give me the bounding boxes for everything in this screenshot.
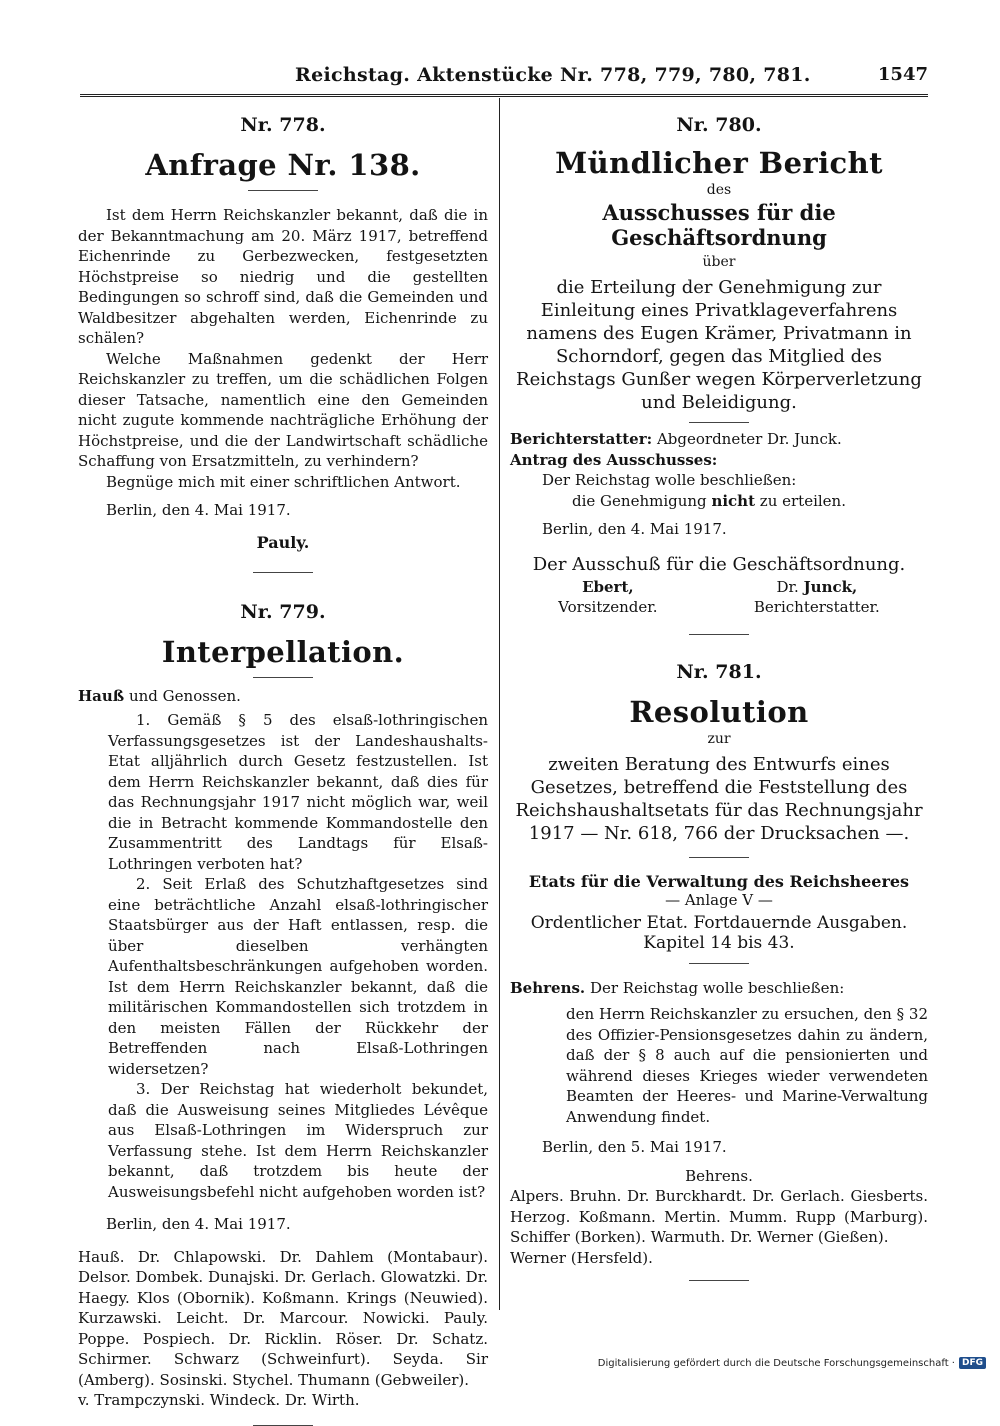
subject: zweiten Beratung des Entwurfs eines Gesetzes, betreffend die Feststellung des Reichshaushaltsetats für das Rechnungsjahr 1917 — Nr. 618, 766 der Drucksachen —. [515, 753, 923, 844]
title-rule [253, 677, 313, 678]
page-number: 1547 [877, 64, 928, 85]
reporter-signature [754, 577, 880, 598]
dfg-logo: DFG [959, 1357, 986, 1369]
date-line: Berlin, den 5. Mai 1917. [542, 1138, 727, 1156]
section-rule [689, 1280, 749, 1281]
right-column [510, 96, 928, 1281]
paragraph: Ist dem Herrn Reichskanzler bekannt, daß die in der Bekanntmachung am 20. März 1917, betreffend Eichenrinde zu Gerbezwecken, festgesetzten Höchstpreise so niedrig und die gestellten Bedingungen so schroff sind, daß die Gemeinden und Waldbesitzer abgehalten werden, Eichenrinde zu schälen? [78, 206, 488, 347]
document-780 [510, 114, 928, 635]
column-divider [499, 98, 500, 1310]
paragraph: Begnüge mich mit einer schriftlichen Antwort. [106, 472, 461, 491]
motion-text-c: zu erteilen. [759, 491, 846, 510]
reporter-label: Berichterstatter: [510, 430, 653, 448]
motion-label: Antrag des Ausschusses: [510, 450, 718, 469]
left-column [78, 96, 488, 1426]
signature: Pauly. [256, 532, 310, 552]
reporter-title: Dr. [776, 577, 799, 596]
signature-block [510, 577, 928, 618]
document-title: Mündlicher Bericht [555, 146, 883, 180]
question-1: 1. Gemäß § 5 des elsaß-lothringischen Verfassungsgesetzes ist der Landeshaushalts-Etat alljährlich durch Gesetz festzustellen. Ist dem Herrn Reichskanzler bekannt, daß dies für das Rechnungsjahr 1917 nicht möglich war, weil die in Betracht kommende Kommandostelle den Zusammentritt des Landtags für Elsaß-Lothringen verboten hat? [108, 711, 488, 873]
document-number: Nr. 781. [676, 660, 762, 683]
motion-emphasis: nicht [711, 491, 756, 510]
motion-line-1: Der Reichstag wolle beschließen: [542, 471, 797, 489]
document-number: Nr. 778. [240, 114, 326, 136]
document-title: Resolution [629, 694, 809, 729]
section-rule [689, 634, 749, 635]
signatories-last: Werner (Hersfeld). [510, 1248, 653, 1267]
chair-role: Vorsitzender. [558, 598, 658, 616]
document-number: Nr. 780. [676, 114, 762, 136]
chair-name: Ebert, [582, 577, 634, 596]
section-rule [253, 1425, 313, 1426]
mover-name: Behrens. [510, 978, 586, 997]
question-3: 3. Der Reichstag hat wiederholt bekundet, daß die Ausweisung seines Mitgliedes Lévêque aus Elsaß-Lothringen im Widerspruch zur Verfassung stehe. Ist dem Herrn Reichskanzler bekannt, daß trotzdem bis heute der Ausweisungsbefehl nicht aufgehoben worden ist? [108, 1080, 488, 1201]
chapter-range: Kapitel 14 bis 43. [643, 932, 795, 953]
mover-name: Hauß [78, 686, 125, 705]
title-rule [248, 190, 318, 191]
reporter-signature-name: Junck, [803, 577, 858, 596]
mover-rest: und Genossen. [128, 686, 241, 705]
reporter-line [510, 429, 928, 450]
subject-rule [689, 422, 749, 423]
signatories: Alpers. Bruhn. Dr. Burckhardt. Dr. Gerlach. Giesberts. Herzog. Koßmann. Mertin. Mumm. Rupp (Marburg). Schiffer (Borken). Warmuth. Dr. Werner (Gießen). [510, 1187, 928, 1246]
reporter-name: Abgeordneter Dr. Junck. [656, 430, 842, 448]
signature-reporter [754, 577, 880, 618]
etat-category: Ordentlicher Etat. Fortdauernde Ausgaben. [530, 912, 908, 933]
mover-line [510, 978, 928, 999]
connector-zur: zur [707, 730, 731, 747]
date-line: Berlin, den 4. Mai 1917. [542, 520, 727, 538]
signatories: Hauß. Dr. Chlapowski. Dr. Dahlem (Montabaur). Delsor. Dombek. Dunajski. Dr. Gerlach. Glowatzki. Dr. Haegy. Klos (Obornik). Koßmann. Krings (Neuwied). Kurzawski. Leicht. Dr. Marcour. Nowicki. Pauly. Poppe. Pospiech. Dr. Ricklin. Röser. Dr. Schatz. Schirmer. Schwarz (Schweinfurt). Seyda. Sir (Amberg). Sosinski. Stychel. Thumann (Gebweiler). [78, 1247, 488, 1389]
anlage: — Anlage V — [665, 890, 773, 909]
document-number: Nr. 779. [240, 600, 326, 623]
signature-chair [558, 577, 657, 618]
resolution-text: den Herrn Reichskanzler zu ersuchen, den § 32 des Offizier-Pensionsgesetzes dahin zu ändern, daß der § 8 auch auf die pensionierten und während dieses Krieges wieder verwendeten Beamten der Heeres- und Marine-Verwaltung Anwendung findet. [566, 1005, 928, 1126]
running-header [80, 60, 928, 90]
signatories-last: v. Trampczynski. Windeck. Dr. Wirth. [78, 1391, 360, 1409]
connector-des: des [706, 182, 732, 198]
connector-ueber: über [702, 254, 736, 270]
mover-text: Der Reichstag wolle beschließen: [589, 978, 845, 997]
document-779 [78, 601, 488, 1426]
document-title: Interpellation. [161, 634, 405, 669]
committee-name: Ausschusses für die Geschäftsordnung [602, 200, 836, 250]
committee-signature: Der Ausschuß für die Geschäftsordnung. [532, 553, 906, 575]
document-778 [78, 114, 488, 573]
reporter-role: Berichterstatter. [753, 598, 880, 616]
date-line: Berlin, den 4. Mai 1917. [106, 501, 291, 519]
etat-rule [689, 963, 749, 964]
intro-line [78, 686, 488, 707]
section-rule [253, 572, 313, 573]
digitization-footer [598, 1357, 986, 1369]
main-signature: Behrens. [685, 1166, 753, 1185]
motion-text-a: die Genehmigung [572, 491, 707, 510]
motion-line-2 [510, 491, 928, 512]
paragraph: Welche Maßnahmen gedenkt der Herr Reichskanzler zu treffen, um die schädlichen Folgen dieser Tatsache, namentlich eine den Gemeinden nicht zugute kommende nachträgliche Erhöhung der Höchstpreise, und die der Landwirtschaft schädliche Schaffung von Ersatzmitteln, zu verhindern? [78, 349, 488, 470]
date-line: Berlin, den 4. Mai 1917. [106, 1215, 291, 1233]
question-2: 2. Seit Erlaß des Schutzhaftgesetzes sind eine beträchtliche Anzahl elsaß-lothringischer Staatsbürger aus der Haft entlassen, resp. die über dieselben verhängten Aufenthaltsbeschränkungen aufgehoben worden. Ist dem Herrn Reichskanzler bekannt, daß die militärischen Kommandostellen sich trotzdem in den meisten Fällen der Rückkehr der Betreffenden nach Elsaß-Lothringen widersetzen? [108, 875, 488, 1078]
running-title: Reichstag. Aktenstücke Nr. 778, 779, 780, 781. [295, 64, 811, 86]
etat-title: Etats für die Verwaltung des Reichsheeres [528, 871, 910, 891]
funding-note: Digitalisierung gefördert durch die Deutsche Forschungsgemeinschaft · [597, 1357, 955, 1369]
document-781 [510, 661, 928, 1282]
subject-rule [689, 857, 749, 858]
document-title: Anfrage Nr. 138. [145, 148, 421, 182]
subject: die Erteilung der Genehmigung zur Einleitung eines Privatklageverfahrens namens des Eugen Krämer, Privatmann in Schorndorf, gegen das Mitglied des Reichstags Gunßer wegen Körperverletzung und Beleidigung. [516, 277, 922, 413]
questions [78, 710, 488, 1202]
